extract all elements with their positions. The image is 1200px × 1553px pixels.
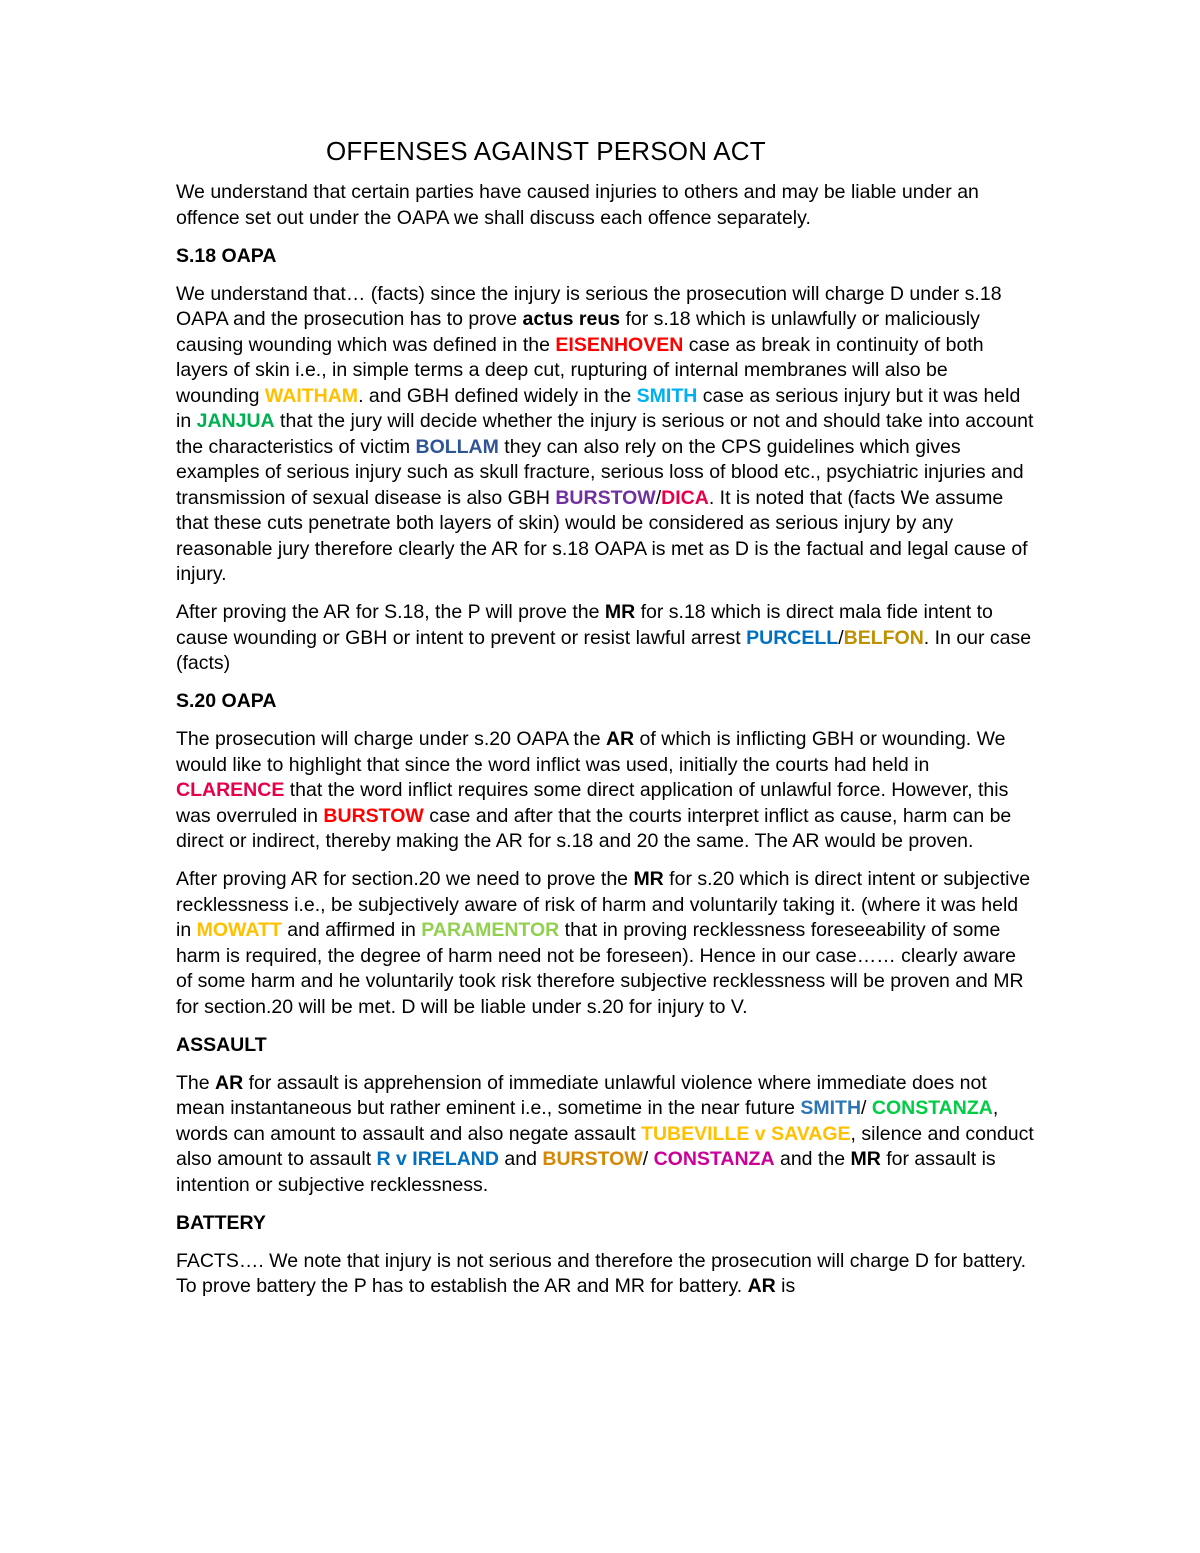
text-run: and the <box>774 1148 851 1170</box>
text-run: and <box>498 1148 543 1170</box>
emphasis-mr: MR <box>850 1148 881 1170</box>
text-run: After proving AR for section.20 we need to prove the <box>176 868 634 890</box>
case-name-constanza: CONSTANZA <box>871 1097 993 1119</box>
case-name-burstow: BURSTOW <box>542 1148 643 1170</box>
case-name-belfon: BELFON <box>843 626 924 649</box>
text-run: / <box>642 1148 654 1170</box>
document-body <box>176 180 1036 1312</box>
text-run: for s.18 which is direct mala fide intent to cause wounding or GBH or intent to prevent or resist lawful arrest <box>176 601 993 649</box>
case-name-constanza: CONSTANZA <box>653 1148 775 1170</box>
intro-paragraph: We understand that certain parties have caused injuries to others and may be liable under an offence set out under the OAPA we shall discuss each offence separately. <box>176 181 979 229</box>
assault-paragraph <box>176 1071 1036 1199</box>
case-name-janjua: JANJUA <box>196 410 275 432</box>
text-run: for assault is intention or subjective recklessness. <box>176 1148 996 1196</box>
text-run: for s.20 which is direct intent or subjective recklessness i.e., be subjectively aware of risk of harm and voluntarily taking it. (where it was held in <box>176 868 1031 941</box>
section-heading-battery: BATTERY <box>176 1211 266 1234</box>
case-name-r-v-ireland: R v IRELAND <box>376 1148 499 1170</box>
text-run: and affirmed in <box>281 919 422 941</box>
case-name-eisenhoven: EISENHOVEN <box>555 333 684 356</box>
s20-paragraph-2 <box>176 867 1036 1020</box>
s18-paragraph-2 <box>176 600 1036 677</box>
emphasis-ar: AR <box>747 1275 776 1297</box>
text-run: that in proving recklessness foreseeability of some harm is required, the degree of harm need not be foreseen). Hence in our case…… clearly aware of some harm and he voluntarily took risk therefore subjective recklessness will be proven and MR for section.20 will be met. D will be liable under s.20 for injury to V. <box>176 919 1024 1018</box>
case-name-dica: DICA <box>661 486 709 509</box>
text-run: . It is noted that (facts We assume that these cuts penetrate both layers of skin) would be considered as serious injury by any reasonable jury therefore clearly the AR for s.18 OAPA is met as D is the factual and legal cause of injury. <box>176 486 1028 585</box>
case-name-smith: SMITH <box>636 384 698 407</box>
text-run: The prosecution will charge under s.20 OAPA the <box>176 728 606 750</box>
case-name-bollam: BOLLAM <box>415 435 499 458</box>
case-name-paramentor: PARAMENTOR <box>421 919 560 941</box>
text-run: that the jury will decide whether the injury is serious or not and should take into account the characteristics of victim <box>176 410 1034 458</box>
case-name-purcell: PURCELL <box>746 626 839 649</box>
case-name-smith: SMITH <box>800 1097 862 1119</box>
text-run: for assault is apprehension of immediate unlawful violence where immediate does not mean instantaneous but rather eminent i.e., sometime in the near future <box>176 1071 987 1119</box>
emphasis-ar: AR <box>215 1071 244 1094</box>
text-run: , words can amount to assault and also negate assault <box>176 1097 999 1145</box>
section-heading-s18: S.18 OAPA <box>176 244 277 267</box>
case-name-waitham: WAITHAM <box>264 384 359 407</box>
case-name-burstow: BURSTOW <box>323 804 424 827</box>
text-run: case and after that the courts interpret inflict as cause, harm can be direct or indirect, thereby making the AR for s.18 and 20 the same. The AR would be proven. <box>176 804 1012 852</box>
text-run: / <box>861 1097 872 1119</box>
text-run: of which is inflicting GBH or wounding. We would like to highlight that since the word inflict was used, initially the courts had held in <box>176 728 1006 776</box>
emphasis-actus-reus: actus reus <box>522 308 621 330</box>
emphasis-ar: AR <box>605 728 635 750</box>
case-name-tubeville-v-savage: TUBEVILLE v SAVAGE <box>641 1122 851 1145</box>
text-run: is <box>775 1275 796 1297</box>
s18-paragraph-1 <box>176 282 1036 588</box>
battery-paragraph <box>176 1249 1036 1300</box>
text-run: case as serious injury but it was held in <box>176 384 1021 432</box>
text-run: , silence and conduct also amount to assault <box>176 1122 1034 1170</box>
text-run: that the word inflict requires some direct application of unlawful force. However, this was overruled in <box>176 779 1009 827</box>
section-heading-assault: ASSAULT <box>176 1033 267 1056</box>
section-heading-s20: S.20 OAPA <box>176 690 277 712</box>
text-run: After proving the AR for S.18, the P will prove the <box>176 601 605 623</box>
emphasis-mr: MR <box>604 601 636 623</box>
text-run: . In our case (facts) <box>176 626 1032 674</box>
text-run: / <box>655 486 662 509</box>
text-run: case as break in continuity of both layers of skin i.e., in simple terms a deep cut, rupturing of internal membranes will also be wounding <box>176 333 984 407</box>
text-run: for s.18 which is unlawfully or maliciously causing wounding which was defined in the <box>176 308 980 356</box>
case-name-clarence: CLARENCE <box>176 779 285 801</box>
text-run: We understand that… (facts) since the injury is serious the prosecution will charge D under s.18 OAPA and the prosecution has to prove <box>176 282 1002 330</box>
s20-paragraph-1 <box>176 727 1036 855</box>
case-name-burstow: BURSTOW <box>555 486 656 509</box>
text-run: . and GBH defined widely in the <box>358 384 637 407</box>
text-run: they can also rely on the CPS guidelines which gives examples of serious injury such as skull fracture, serious loss of blood etc., psychiatric injuries and transmission of sexual disease is also GBH <box>176 435 1024 509</box>
case-name-mowatt: MOWATT <box>196 919 282 941</box>
emphasis-mr: MR <box>633 868 664 890</box>
text-run: The <box>176 1071 216 1094</box>
document-title: OFFENSES AGAINST PERSON ACT <box>326 136 766 166</box>
text-run: / <box>838 626 844 649</box>
text-run: FACTS…. We note that injury is not serious and therefore the prosecution will charge D for battery. To prove battery the P has to establish the AR and MR for battery. <box>176 1249 1027 1297</box>
